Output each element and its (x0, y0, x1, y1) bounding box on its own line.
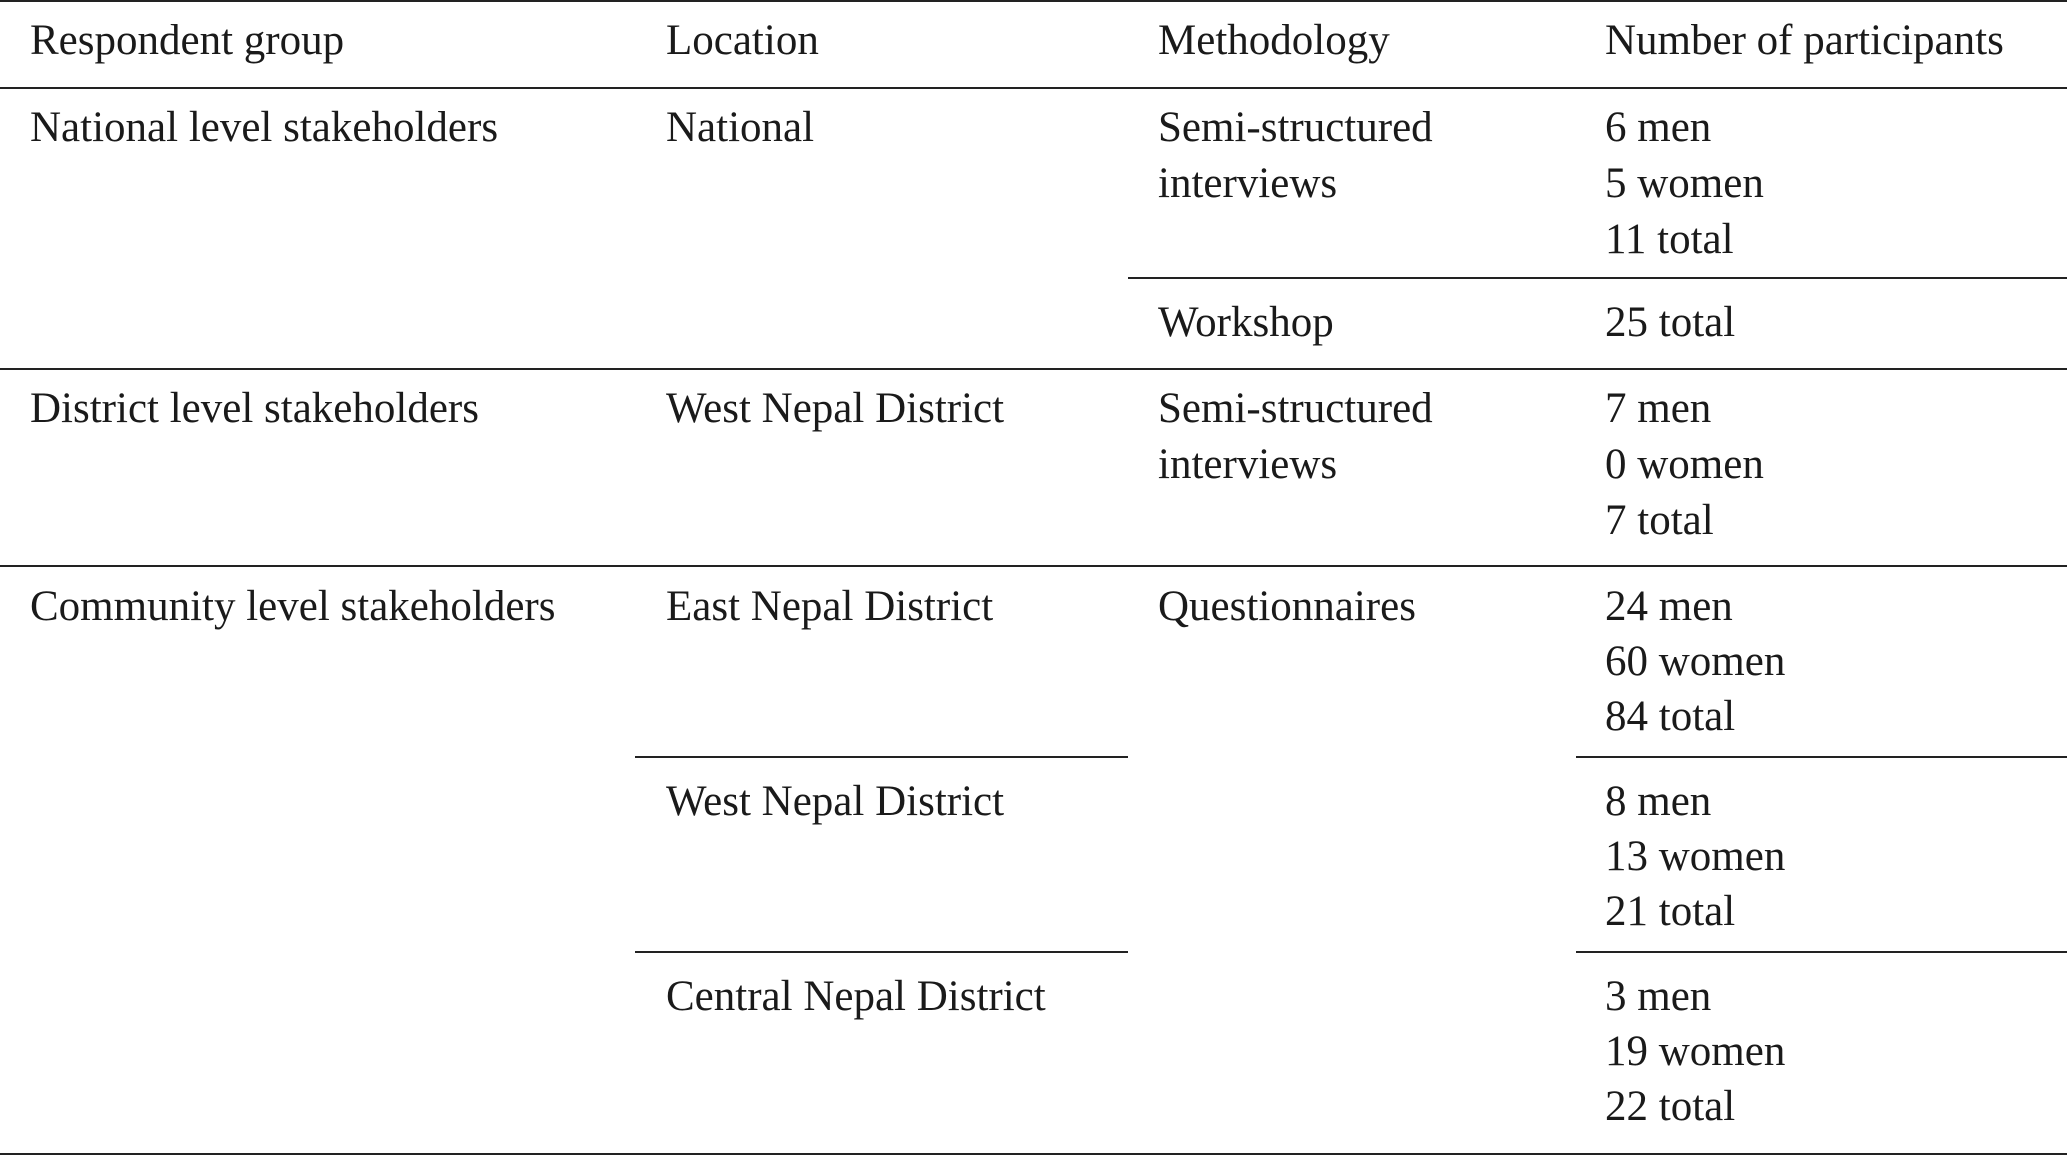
bottom-rule (0, 1153, 2067, 1155)
district-bottom-rule (0, 565, 2067, 567)
national-bottom-rule (0, 368, 2067, 370)
participants-men: 6 men (1605, 104, 1712, 151)
respondent-group-district: District level stakeholders (30, 385, 479, 432)
participants-total: 25 total (1605, 299, 1736, 346)
header-rule (0, 87, 2067, 89)
participants-women: 13 women (1605, 833, 1786, 880)
methodology-workshop: Workshop (1158, 299, 1334, 346)
respondent-group-community: Community level stakeholders (30, 583, 556, 630)
respondent-group-national: National level stakeholders (30, 104, 499, 151)
location-national: National (666, 104, 815, 151)
participants-women: 0 women (1605, 441, 1764, 488)
participants-total: 22 total (1605, 1083, 1736, 1130)
participants-men: 24 men (1605, 583, 1733, 630)
header-methodology: Methodology (1158, 17, 1390, 64)
top-rule (0, 0, 2067, 2)
community-participants-rule-2 (1576, 951, 2067, 953)
participants-women: 19 women (1605, 1028, 1786, 1075)
participants-men: 3 men (1605, 973, 1712, 1020)
participants-total: 21 total (1605, 888, 1736, 935)
location-central-nepal: Central Nepal District (666, 973, 1046, 1020)
methodology-questionnaires: Questionnaires (1158, 583, 1416, 630)
location-east-nepal: East Nepal District (666, 583, 994, 630)
community-participants-rule-1 (1576, 756, 2067, 758)
methodology-semi-structured: Semi-structured interviews (1158, 104, 1433, 207)
location-west-nepal: West Nepal District (666, 778, 1005, 825)
header-respondent-group: Respondent group (30, 17, 345, 64)
participants-men: 7 men (1605, 385, 1712, 432)
community-location-rule-2 (635, 951, 1128, 953)
participants-total: 84 total (1605, 693, 1736, 740)
header-number-of-participants: Number of participants (1605, 17, 2004, 64)
participants-men: 8 men (1605, 778, 1712, 825)
methodology-semi-structured: Semi-structured interviews (1158, 385, 1433, 488)
header-location: Location (666, 17, 819, 64)
participants-women: 60 women (1605, 638, 1786, 685)
participants-total: 11 total (1605, 216, 1734, 263)
location-west-nepal: West Nepal District (666, 385, 1005, 432)
national-inner-rule (1128, 277, 2067, 279)
community-location-rule-1 (635, 756, 1128, 758)
participants-women: 5 women (1605, 160, 1764, 207)
participants-total: 7 total (1605, 497, 1714, 544)
